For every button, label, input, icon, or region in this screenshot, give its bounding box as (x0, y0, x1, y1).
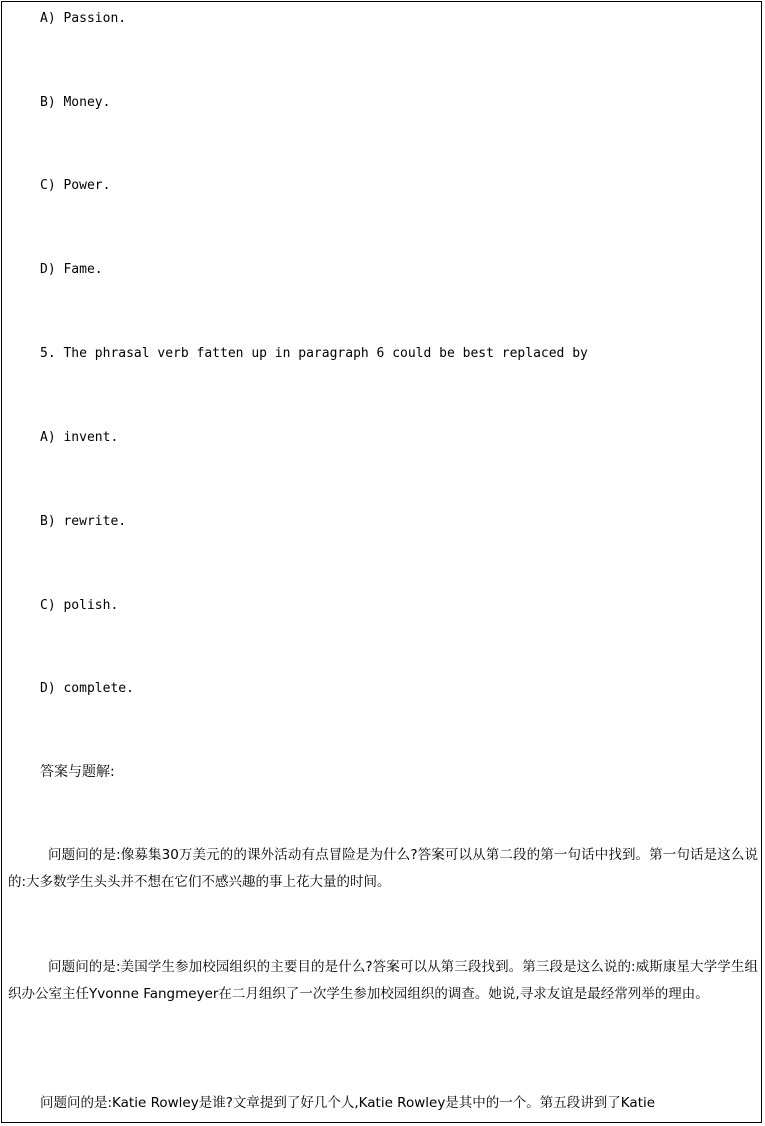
document-page (1, 1, 762, 1123)
explanation-paragraph-3: 问题问的是:Katie Rowley是谁?文章提到了好几个人,Katie Rowley是其中的一个。第五段讲到了Katie (40, 1095, 656, 1111)
q4-option-a: A) Passion. (40, 11, 127, 26)
q5-option-c: C) polish. (40, 598, 119, 613)
explanation-paragraph-2: 问题问的是:美国学生参加校园组织的主要目的是什么?答案可以从第三段找到。第三段是这么说的:威斯康星大学学生组织办公室主任Yvonne Fangmeyer在二月组织了一次学生参加校园组织的调查。她说,寻求友谊是最经常列举的理由。 (8, 959, 758, 1002)
q4-option-c: C) Power. (40, 178, 111, 193)
q5-option-d: D) complete. (40, 681, 134, 696)
q5-option-a: A) invent. (40, 430, 119, 445)
q4-option-d: D) Fame. (40, 262, 103, 277)
q5-stem: 5. The phrasal verb fatten up in paragraph 6 could be best replaced by (40, 346, 588, 361)
q4-option-b: B) Money. (40, 95, 111, 110)
q5-option-b: B) rewrite. (40, 514, 127, 529)
answer-heading: 答案与题解: (40, 764, 115, 780)
explanation-paragraph-1: 问题问的是:像募集30万美元的的课外活动有点冒险是为什么?答案可以从第二段的第一句话中找到。第一句话是这么说的:大多数学生头头并不想在它们不感兴趣的事上花大量的时间。 (8, 847, 758, 890)
